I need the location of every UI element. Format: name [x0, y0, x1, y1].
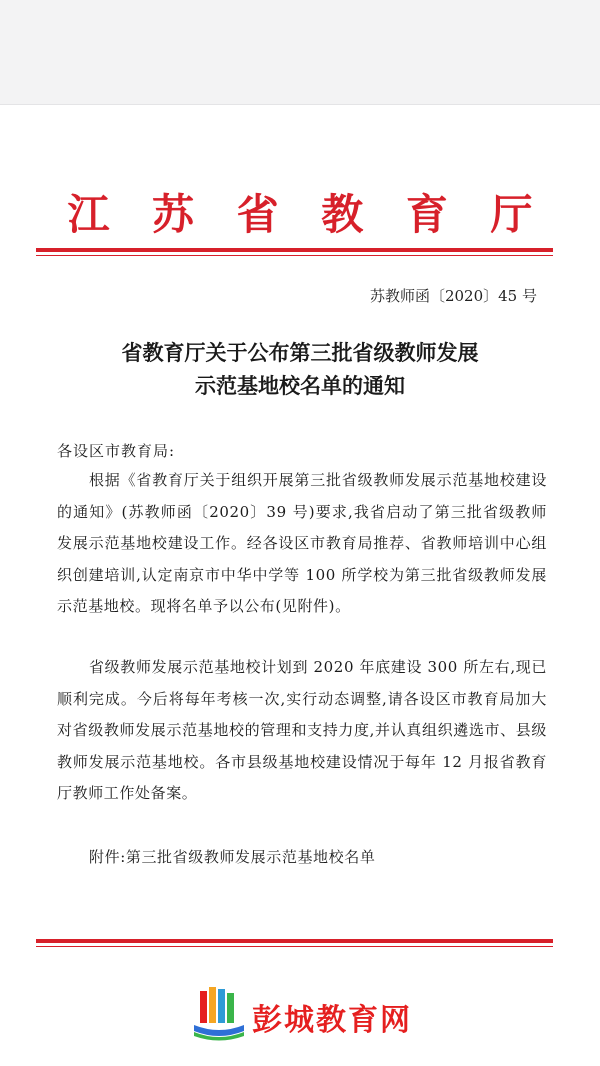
footer-rule-thin — [36, 946, 553, 947]
attachment-note: 附件:第三批省级教师发展示范基地校名单 — [89, 848, 376, 866]
body-paragraph-1: 根据《省教育厅关于组织开展第三批省级教师发展示范基地校建设的通知》(苏教师函〔2020〕39 号)要求,我省启动了第三批省级教师发展示范基地校建设工作。经各设区市教育局推荐、省教师培训中心组织创建培训,认定南京市中华中学等 100 所学校为第三批省级教师发展示范基地校。现将名单予以公布(见附件)。 — [57, 471, 547, 615]
watermark-text: 彭城教育网 — [252, 1003, 412, 1038]
footer-rule-thick — [36, 939, 553, 943]
document-title-line-1: 省教育厅关于公布第三批省级教师发展 — [121, 340, 479, 365]
document-number: 苏教师函〔2020〕45 号 — [369, 287, 537, 305]
header-rule-thin — [36, 255, 553, 256]
organization-title: 江 苏 省 教 育 厅 — [67, 190, 547, 239]
header-rule-thick — [36, 248, 553, 252]
top-bar — [0, 0, 600, 105]
watermark-logo — [190, 985, 420, 1045]
document-title-line-2: 示范基地校名单的通知 — [195, 373, 405, 398]
body-paragraph-2: 省级教师发展示范基地校计划到 2020 年底建设 300 所左右,现已顺利完成。今后将每年考核一次,实行动态调整,请各设区市教育局加大对省级教师发展示范基地校的管理和支持力度,并认真组织遴选市、县级教师发展示范基地校。各市县级基地校建设情况于每年 12 月报省教育厅教师工作处备案。 — [57, 658, 547, 802]
salutation: 各设区市教育局: — [57, 442, 176, 460]
books-logo-icon — [190, 985, 248, 1043]
document-page — [0, 105, 600, 1066]
